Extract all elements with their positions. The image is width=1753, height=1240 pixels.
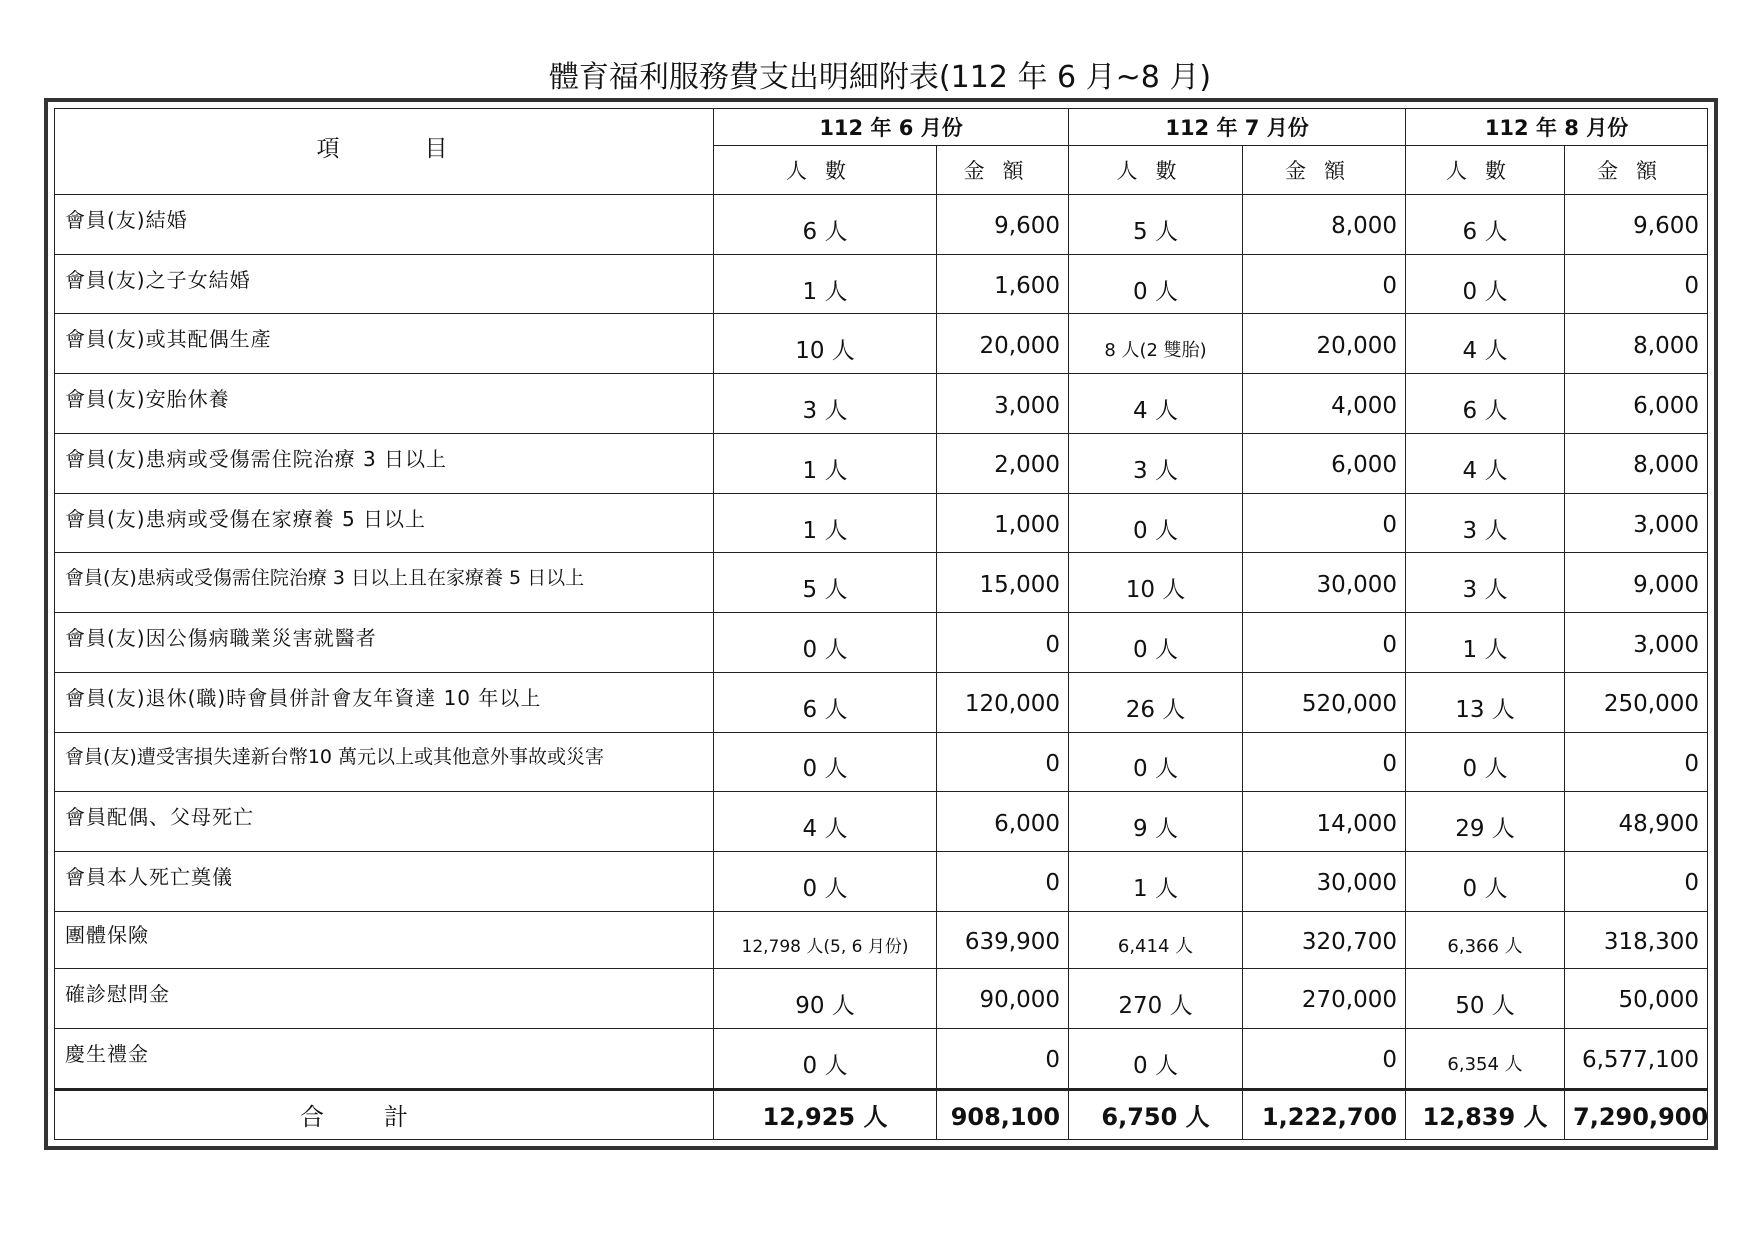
amount-cell: 1,600 (937, 254, 1069, 314)
row-item-label: 會員(友)遭受害損失達新台幣10 萬元以上或其他意外事故或災害 (55, 732, 714, 792)
total-row (55, 1089, 1708, 1139)
header-item: 項 目 (55, 109, 714, 195)
count-cell: 1 人 (1406, 613, 1565, 673)
row-item-label: 會員(友)患病或受傷在家療養 5 日以上 (55, 493, 714, 553)
amount-cell: 3,000 (1565, 613, 1708, 673)
row-item-label: 會員(友)結婚 (55, 195, 714, 255)
count-cell: 3 人 (714, 374, 937, 434)
count-cell: 0 人 (1069, 613, 1243, 673)
header-amount: 金額 (937, 146, 1069, 195)
amount-cell: 50,000 (1565, 968, 1708, 1028)
count-cell: 6,366 人 (1406, 911, 1565, 968)
count-cell: 4 人 (1406, 433, 1565, 493)
count-cell: 270 人 (1069, 968, 1243, 1028)
total-count-cell: 6,750 人 (1069, 1089, 1243, 1139)
expense-table (54, 108, 1708, 1140)
amount-cell: 0 (1243, 254, 1406, 314)
count-cell: 0 人 (714, 1028, 937, 1089)
total-amount-cell: 1,222,700 (1243, 1089, 1406, 1139)
table-row (55, 195, 1708, 255)
count-cell: 0 人 (1406, 254, 1565, 314)
count-cell: 1 人 (714, 254, 937, 314)
count-cell: 0 人 (714, 613, 937, 673)
table-row (55, 374, 1708, 434)
row-item-label: 會員(友)患病或受傷需住院治療 3 日以上且在家療養 5 日以上 (55, 553, 714, 613)
amount-cell: 0 (1243, 732, 1406, 792)
count-cell: 6 人 (1406, 195, 1565, 255)
count-cell: 5 人 (714, 553, 937, 613)
header-count: 人數 (1406, 146, 1565, 195)
amount-cell: 0 (937, 852, 1069, 912)
table-row (55, 254, 1708, 314)
count-cell: 0 人 (1069, 493, 1243, 553)
count-cell: 1 人 (714, 493, 937, 553)
amount-cell: 90,000 (937, 968, 1069, 1028)
count-cell: 26 人 (1069, 672, 1243, 732)
row-item-label: 會員(友)因公傷病職業災害就醫者 (55, 613, 714, 673)
count-cell: 1 人 (714, 433, 937, 493)
count-cell: 6 人 (714, 672, 937, 732)
count-cell: 3 人 (1406, 553, 1565, 613)
row-item-label: 會員(友)安胎休養 (55, 374, 714, 434)
count-cell: 10 人 (1069, 553, 1243, 613)
total-count-cell: 12,839 人 (1406, 1089, 1565, 1139)
amount-cell: 0 (1565, 254, 1708, 314)
amount-cell: 270,000 (1243, 968, 1406, 1028)
count-cell: 10 人 (714, 314, 937, 374)
amount-cell: 520,000 (1243, 672, 1406, 732)
amount-cell: 4,000 (1243, 374, 1406, 434)
table-row (55, 1028, 1708, 1089)
table-row (55, 553, 1708, 613)
amount-cell: 320,700 (1243, 911, 1406, 968)
table-row (55, 911, 1708, 968)
count-cell: 12,798 人(5, 6 月份) (714, 911, 937, 968)
count-cell: 3 人 (1069, 433, 1243, 493)
amount-cell: 8,000 (1565, 314, 1708, 374)
row-item-label: 會員(友)或其配偶生產 (55, 314, 714, 374)
header-count: 人數 (1069, 146, 1243, 195)
total-count-cell: 12,925 人 (714, 1089, 937, 1139)
count-cell: 90 人 (714, 968, 937, 1028)
amount-cell: 8,000 (1243, 195, 1406, 255)
amount-cell: 14,000 (1243, 792, 1406, 852)
count-cell: 6 人 (714, 195, 937, 255)
count-cell: 13 人 (1406, 672, 1565, 732)
amount-cell: 0 (1565, 732, 1708, 792)
count-cell: 50 人 (1406, 968, 1565, 1028)
count-cell: 6,414 人 (1069, 911, 1243, 968)
row-item-label: 會員(友)患病或受傷需住院治療 3 日以上 (55, 433, 714, 493)
count-cell: 0 人 (1406, 732, 1565, 792)
header-amount: 金額 (1243, 146, 1406, 195)
count-cell: 6,354 人 (1406, 1028, 1565, 1089)
table-row (55, 732, 1708, 792)
amount-cell: 9,000 (1565, 553, 1708, 613)
table-row (55, 493, 1708, 553)
amount-cell: 6,000 (937, 792, 1069, 852)
amount-cell: 15,000 (937, 553, 1069, 613)
amount-cell: 30,000 (1243, 852, 1406, 912)
count-cell: 1 人 (1069, 852, 1243, 912)
amount-cell: 0 (1565, 852, 1708, 912)
count-cell: 0 人 (1406, 852, 1565, 912)
header-month-july: 112 年 7 月份 (1069, 109, 1406, 146)
amount-cell: 6,577,100 (1565, 1028, 1708, 1089)
header-month-june: 112 年 6 月份 (714, 109, 1069, 146)
amount-cell: 0 (937, 732, 1069, 792)
row-item-label: 會員本人死亡奠儀 (55, 852, 714, 912)
count-cell: 9 人 (1069, 792, 1243, 852)
count-cell: 6 人 (1406, 374, 1565, 434)
count-cell: 5 人 (1069, 195, 1243, 255)
total-label: 合計 (55, 1089, 714, 1139)
total-amount-cell: 7,290,900 (1565, 1089, 1708, 1139)
table-row (55, 792, 1708, 852)
amount-cell: 6,000 (1243, 433, 1406, 493)
amount-cell: 8,000 (1565, 433, 1708, 493)
amount-cell: 2,000 (937, 433, 1069, 493)
table-row (55, 314, 1708, 374)
count-cell: 0 人 (1069, 254, 1243, 314)
amount-cell: 0 (937, 613, 1069, 673)
amount-cell: 20,000 (1243, 314, 1406, 374)
amount-cell: 9,600 (1565, 195, 1708, 255)
count-cell: 4 人 (714, 792, 937, 852)
row-item-label: 會員(友)之子女結婚 (55, 254, 714, 314)
count-cell: 4 人 (1406, 314, 1565, 374)
amount-cell: 1,000 (937, 493, 1069, 553)
amount-cell: 9,600 (937, 195, 1069, 255)
amount-cell: 0 (1243, 493, 1406, 553)
document-title: 體育福利服務費支出明細附表(112 年 6 月~8 月) (548, 60, 1212, 95)
count-cell: 0 人 (714, 852, 937, 912)
table-row (55, 852, 1708, 912)
header-count: 人數 (714, 146, 937, 195)
table-row (55, 672, 1708, 732)
count-cell: 4 人 (1069, 374, 1243, 434)
amount-cell: 0 (937, 1028, 1069, 1089)
count-cell: 3 人 (1406, 493, 1565, 553)
row-item-label: 團體保險 (55, 911, 714, 968)
count-cell: 0 人 (1069, 1028, 1243, 1089)
amount-cell: 3,000 (1565, 493, 1708, 553)
amount-cell: 120,000 (937, 672, 1069, 732)
row-item-label: 會員配偶、父母死亡 (55, 792, 714, 852)
header-month-august: 112 年 8 月份 (1406, 109, 1708, 146)
amount-cell: 0 (1243, 613, 1406, 673)
count-cell: 0 人 (1069, 732, 1243, 792)
row-item-label: 會員(友)退休(職)時會員併計會友年資達 10 年以上 (55, 672, 714, 732)
amount-cell: 639,900 (937, 911, 1069, 968)
count-cell: 8 人(2 雙胎) (1069, 314, 1243, 374)
amount-cell: 6,000 (1565, 374, 1708, 434)
header-amount: 金額 (1565, 146, 1708, 195)
table-row (55, 613, 1708, 673)
row-item-label: 慶生禮金 (55, 1028, 714, 1089)
count-cell: 29 人 (1406, 792, 1565, 852)
amount-cell: 30,000 (1243, 553, 1406, 613)
amount-cell: 0 (1243, 1028, 1406, 1089)
amount-cell: 48,900 (1565, 792, 1708, 852)
expense-table-frame (44, 98, 1718, 1150)
amount-cell: 3,000 (937, 374, 1069, 434)
amount-cell: 20,000 (937, 314, 1069, 374)
count-cell: 0 人 (714, 732, 937, 792)
total-amount-cell: 908,100 (937, 1089, 1069, 1139)
row-item-label: 確診慰問金 (55, 968, 714, 1028)
table-row (55, 968, 1708, 1028)
amount-cell: 318,300 (1565, 911, 1708, 968)
amount-cell: 250,000 (1565, 672, 1708, 732)
table-row (55, 433, 1708, 493)
